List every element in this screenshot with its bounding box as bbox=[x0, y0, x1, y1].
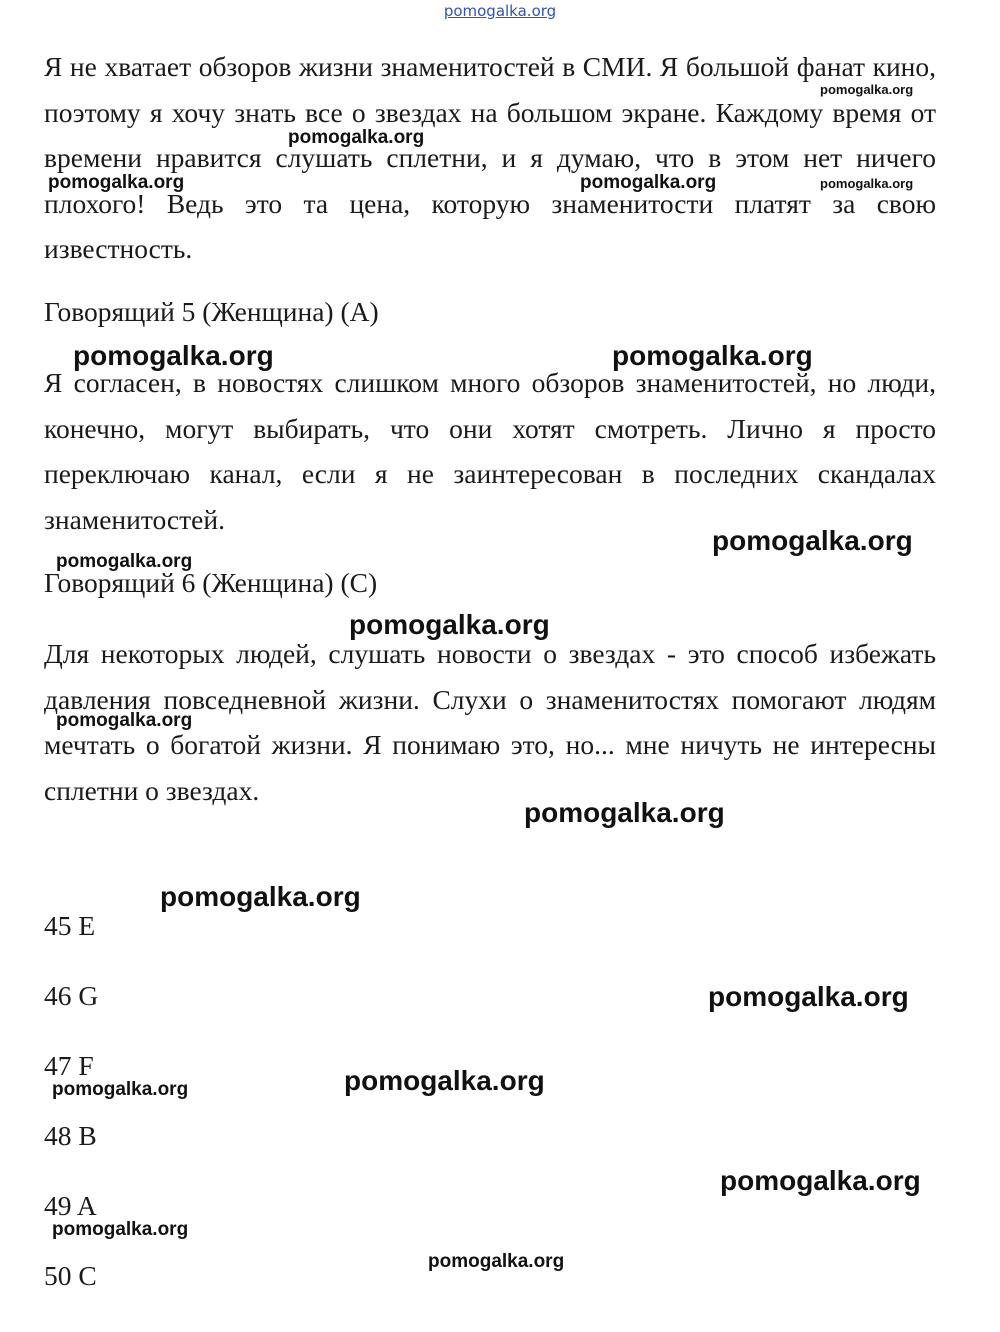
answer-47: 47 F bbox=[44, 1050, 94, 1081]
watermark: pomogalka.org bbox=[48, 172, 185, 193]
paragraph-2: Я согласен, в новостях слишком много обзоров знаменитостей, но люди, конечно, могут выбирать, что они хотят смотреть. Лично я просто переключаю канал, если я не заинтересован в последних скандалах знаменитостей. bbox=[44, 367, 936, 535]
watermark: pomogalka.org bbox=[52, 1079, 189, 1100]
watermark: pomogalka.org bbox=[708, 981, 909, 1012]
watermark: pomogalka.org bbox=[428, 1251, 565, 1272]
paragraph-3: Для некоторых людей, слушать новости о звездах - это способ избежать давления повседневной жизни. Слухи о знаменитостях помогают людям мечтать о богатой жизни. Я понимаю это, но... мне ничуть не интересны сплетни о звездах. bbox=[44, 638, 936, 806]
watermark: pomogalka.org bbox=[712, 525, 913, 556]
watermark: pomogalka.org bbox=[349, 609, 550, 640]
answer-45: 45 E bbox=[44, 910, 96, 941]
answer-46: 46 G bbox=[44, 980, 99, 1011]
watermark: pomogalka.org bbox=[288, 127, 425, 148]
watermark: pomogalka.org bbox=[56, 710, 193, 731]
answer-49: 49 A bbox=[44, 1190, 97, 1221]
watermark: pomogalka.org bbox=[612, 340, 813, 371]
watermark: pomogalka.org bbox=[720, 1165, 921, 1196]
header-site-link[interactable]: pomogalka.org bbox=[443, 2, 557, 20]
watermark: pomogalka.org bbox=[820, 82, 914, 97]
answer-50: 50 C bbox=[44, 1260, 97, 1291]
watermark: pomogalka.org bbox=[524, 797, 725, 828]
watermark: pomogalka.org bbox=[344, 1065, 545, 1096]
speaker-6-heading: Говорящий 6 (Женщина) (С) bbox=[44, 567, 378, 598]
watermark: pomogalka.org bbox=[160, 881, 361, 912]
watermark: pomogalka.org bbox=[580, 172, 717, 193]
watermark: pomogalka.org bbox=[56, 551, 193, 572]
watermark: pomogalka.org bbox=[820, 176, 914, 191]
watermark: pomogalka.org bbox=[52, 1219, 189, 1240]
answer-48: 48 B bbox=[44, 1120, 97, 1151]
watermark: pomogalka.org bbox=[73, 340, 274, 371]
paragraph-1: Я не хватает обзоров жизни знаменитостей в СМИ. Я большой фанат кино, поэтому я хочу знать все о звездах на большом экране. Каждому время от времени нравится слушать сплетни, и я думаю, что в этом нет ничего плохого! Ведь это та цена, которую знаменитости платят за свою известность. bbox=[44, 51, 936, 264]
speaker-5-heading: Говорящий 5 (Женщина) (А) bbox=[44, 296, 379, 327]
